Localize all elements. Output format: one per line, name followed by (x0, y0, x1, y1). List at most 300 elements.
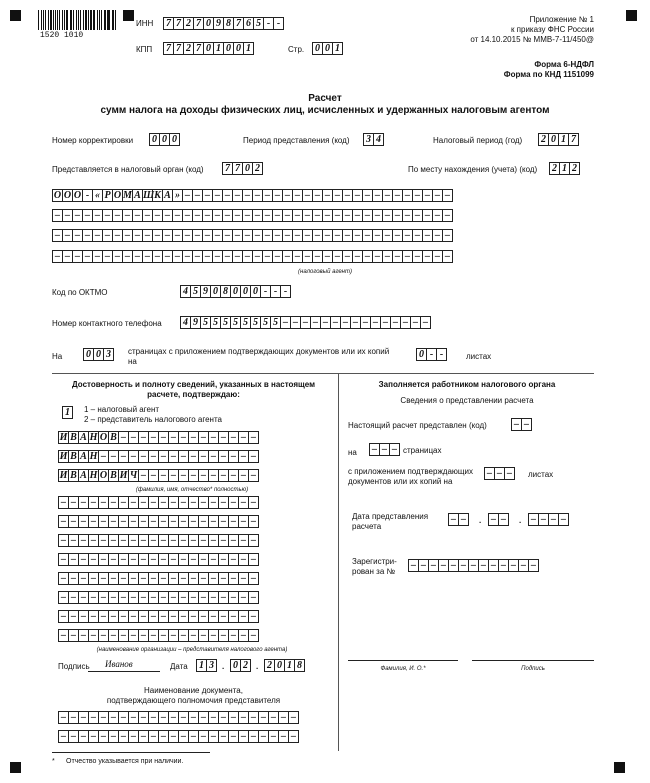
char-cell[interactable]: – (108, 553, 119, 566)
char-cell[interactable]: – (148, 431, 159, 444)
char-cell[interactable]: – (292, 189, 303, 202)
char-cell[interactable]: – (168, 629, 179, 642)
char-cell[interactable]: 0 (233, 42, 244, 55)
char-cell[interactable]: – (322, 250, 333, 263)
char-cell[interactable]: – (232, 229, 243, 242)
char-cell[interactable]: – (218, 431, 229, 444)
char-cell[interactable]: – (379, 443, 390, 456)
tax-organ-cells[interactable] (222, 162, 262, 175)
char-cell[interactable]: – (158, 572, 169, 585)
char-cell[interactable]: – (62, 209, 73, 222)
char-cell[interactable]: – (370, 316, 381, 329)
char-cell[interactable]: – (192, 209, 203, 222)
char-cell[interactable]: – (228, 711, 239, 724)
char-cell[interactable]: – (178, 515, 189, 528)
char-cell[interactable]: – (188, 450, 199, 463)
char-cell[interactable]: – (282, 209, 293, 222)
char-cell[interactable]: – (138, 534, 149, 547)
char-cell[interactable]: – (78, 610, 89, 623)
char-cell[interactable]: – (188, 591, 199, 604)
char-cell[interactable]: 2 (538, 133, 549, 146)
char-cell[interactable]: – (108, 591, 119, 604)
char-cell[interactable]: – (248, 572, 259, 585)
char-cell[interactable]: – (320, 316, 331, 329)
char-cell[interactable]: – (178, 469, 189, 482)
char-cell[interactable]: – (218, 572, 229, 585)
char-cell[interactable]: А (78, 431, 89, 444)
char-cell[interactable]: – (242, 209, 253, 222)
char-cell[interactable]: 0 (230, 285, 241, 298)
char-cell[interactable]: 7 (222, 162, 233, 175)
char-cell[interactable]: - (436, 348, 447, 361)
char-cell[interactable]: – (108, 515, 119, 528)
char-cell[interactable]: 1 (284, 659, 295, 672)
char-cell[interactable]: – (128, 553, 139, 566)
char-cell[interactable]: – (72, 209, 83, 222)
char-cell[interactable]: – (68, 496, 79, 509)
org-row-8[interactable] (58, 629, 258, 642)
char-cell[interactable]: 7 (173, 42, 184, 55)
char-cell[interactable]: – (158, 534, 169, 547)
char-cell[interactable]: – (132, 229, 143, 242)
patronymic-row[interactable] (58, 469, 258, 482)
period-cells[interactable] (363, 133, 383, 146)
char-cell[interactable]: – (78, 591, 89, 604)
char-cell[interactable]: – (108, 572, 119, 585)
char-cell[interactable]: – (198, 711, 209, 724)
char-cell[interactable]: – (258, 730, 269, 743)
char-cell[interactable]: – (258, 711, 269, 724)
char-cell[interactable]: – (98, 730, 109, 743)
char-cell[interactable]: – (182, 250, 193, 263)
char-cell[interactable]: 0 (223, 42, 234, 55)
signer-code-cell[interactable] (62, 406, 72, 419)
char-cell[interactable]: – (82, 250, 93, 263)
char-cell[interactable]: О (63, 190, 72, 201)
char-cell[interactable]: – (372, 250, 383, 263)
char-cell[interactable]: – (138, 730, 149, 743)
char-cell[interactable]: – (248, 591, 259, 604)
char-cell[interactable]: – (448, 559, 459, 572)
char-cell[interactable]: – (128, 610, 139, 623)
char-cell[interactable]: – (238, 591, 249, 604)
char-cell[interactable]: – (292, 209, 303, 222)
char-cell[interactable]: – (138, 572, 149, 585)
char-cell[interactable]: 9 (200, 285, 211, 298)
char-cell[interactable]: 7 (193, 17, 204, 30)
tax-pages-cells[interactable] (369, 443, 399, 456)
char-cell[interactable]: – (342, 229, 353, 242)
char-cell[interactable]: – (98, 534, 109, 547)
char-cell[interactable]: – (418, 559, 429, 572)
char-cell[interactable]: 1 (196, 659, 207, 672)
char-cell[interactable]: 9 (213, 17, 224, 30)
char-cell[interactable]: – (68, 591, 79, 604)
char-cell[interactable]: - (82, 189, 93, 202)
char-cell[interactable]: – (118, 553, 129, 566)
char-cell[interactable]: 0 (159, 133, 170, 146)
char-cell[interactable]: – (282, 189, 293, 202)
agent-name-row-3[interactable] (52, 229, 452, 242)
char-cell[interactable]: – (511, 418, 522, 431)
char-cell[interactable]: - (260, 285, 271, 298)
char-cell[interactable]: – (68, 629, 79, 642)
char-cell[interactable]: – (68, 515, 79, 528)
char-cell[interactable]: 5 (270, 316, 281, 329)
char-cell[interactable]: – (238, 572, 249, 585)
char-cell[interactable]: – (178, 711, 189, 724)
char-cell[interactable]: 5 (230, 316, 241, 329)
char-cell[interactable]: – (128, 711, 139, 724)
char-cell[interactable]: – (202, 229, 213, 242)
org-row-6[interactable] (58, 591, 258, 604)
char-cell[interactable]: – (218, 469, 229, 482)
char-cell[interactable]: – (208, 610, 219, 623)
char-cell[interactable]: – (162, 229, 173, 242)
char-cell[interactable]: – (158, 711, 169, 724)
char-cell[interactable]: – (88, 711, 99, 724)
char-cell[interactable]: – (208, 534, 219, 547)
char-cell[interactable]: – (218, 610, 229, 623)
char-cell[interactable]: – (188, 610, 199, 623)
doc-row-1[interactable] (58, 711, 298, 724)
char-cell[interactable]: – (248, 431, 259, 444)
correction-cells[interactable] (149, 133, 179, 146)
char-cell[interactable]: – (228, 629, 239, 642)
char-cell[interactable]: – (72, 229, 83, 242)
char-cell[interactable]: – (352, 209, 363, 222)
char-cell[interactable]: 0 (242, 162, 253, 175)
char-cell[interactable]: – (178, 553, 189, 566)
char-cell[interactable]: – (198, 534, 209, 547)
char-cell[interactable]: 0 (93, 348, 104, 361)
char-cell[interactable]: – (98, 711, 109, 724)
char-cell[interactable]: – (118, 711, 129, 724)
char-cell[interactable]: – (158, 553, 169, 566)
char-cell[interactable]: – (198, 629, 209, 642)
char-cell[interactable]: – (310, 316, 321, 329)
char-cell[interactable]: « (92, 189, 103, 202)
char-cell[interactable]: – (148, 515, 159, 528)
char-cell[interactable]: – (218, 534, 229, 547)
char-cell[interactable]: – (302, 189, 313, 202)
char-cell[interactable]: – (178, 610, 189, 623)
char-cell[interactable]: О (113, 190, 122, 201)
char-cell[interactable]: – (350, 316, 361, 329)
char-cell[interactable]: – (272, 250, 283, 263)
char-cell[interactable]: – (238, 629, 249, 642)
char-cell[interactable]: 0 (250, 285, 261, 298)
char-cell[interactable]: – (528, 513, 539, 526)
char-cell[interactable]: – (188, 534, 199, 547)
char-cell[interactable]: – (442, 209, 453, 222)
char-cell[interactable]: – (262, 189, 273, 202)
char-cell[interactable]: – (162, 250, 173, 263)
char-cell[interactable]: – (402, 209, 413, 222)
char-cell[interactable]: – (138, 553, 149, 566)
char-cell[interactable]: – (380, 316, 391, 329)
char-cell[interactable]: – (312, 189, 323, 202)
char-cell[interactable]: – (222, 189, 233, 202)
char-cell[interactable]: Н (89, 470, 98, 481)
char-cell[interactable]: – (82, 229, 93, 242)
char-cell[interactable]: – (52, 209, 63, 222)
char-cell[interactable]: - (426, 348, 437, 361)
char-cell[interactable]: – (198, 515, 209, 528)
char-cell[interactable]: – (212, 229, 223, 242)
char-cell[interactable]: 2 (252, 162, 263, 175)
char-cell[interactable]: – (228, 730, 239, 743)
char-cell[interactable]: – (182, 209, 193, 222)
char-cell[interactable]: – (198, 591, 209, 604)
char-cell[interactable]: О (99, 470, 108, 481)
char-cell[interactable]: 5 (250, 316, 261, 329)
char-cell[interactable]: – (382, 229, 393, 242)
char-cell[interactable]: – (272, 209, 283, 222)
attach-cells[interactable] (416, 348, 446, 361)
char-cell[interactable]: – (122, 209, 133, 222)
char-cell[interactable]: – (158, 515, 169, 528)
char-cell[interactable]: – (122, 229, 133, 242)
char-cell[interactable]: – (178, 534, 189, 547)
char-cell[interactable]: Н (89, 432, 98, 443)
char-cell[interactable]: 3 (103, 348, 114, 361)
char-cell[interactable]: – (300, 316, 311, 329)
char-cell[interactable]: – (422, 229, 433, 242)
char-cell[interactable]: – (98, 553, 109, 566)
char-cell[interactable]: – (118, 450, 129, 463)
char-cell[interactable]: А (132, 189, 143, 202)
char-cell[interactable]: 7 (193, 42, 204, 55)
char-cell[interactable]: – (188, 572, 199, 585)
char-cell[interactable]: – (68, 553, 79, 566)
char-cell[interactable]: – (212, 250, 223, 263)
char-cell[interactable]: – (422, 209, 433, 222)
char-cell[interactable]: – (202, 209, 213, 222)
char-cell[interactable]: – (352, 229, 363, 242)
char-cell[interactable]: – (188, 496, 199, 509)
char-cell[interactable]: – (102, 250, 113, 263)
char-cell[interactable]: – (148, 610, 159, 623)
surname-row[interactable] (58, 431, 258, 444)
char-cell[interactable]: 0 (169, 133, 180, 146)
char-cell[interactable]: Р (102, 189, 113, 202)
char-cell[interactable]: 1 (332, 42, 343, 55)
char-cell[interactable]: Ш (143, 190, 155, 201)
char-cell[interactable]: – (232, 209, 243, 222)
char-cell[interactable]: – (148, 469, 159, 482)
char-cell[interactable]: – (312, 250, 323, 263)
org-row-5[interactable] (58, 572, 258, 585)
date-day-cells[interactable] (196, 659, 216, 672)
char-cell[interactable]: – (202, 250, 213, 263)
char-cell[interactable]: – (98, 450, 109, 463)
char-cell[interactable]: 7 (232, 162, 243, 175)
char-cell[interactable]: – (268, 730, 279, 743)
inn-cells[interactable] (163, 17, 283, 30)
char-cell[interactable]: – (148, 572, 159, 585)
char-cell[interactable]: – (228, 469, 239, 482)
char-cell[interactable]: – (118, 730, 129, 743)
char-cell[interactable]: – (88, 534, 99, 547)
org-row-7[interactable] (58, 610, 258, 623)
char-cell[interactable]: – (238, 730, 249, 743)
char-cell[interactable]: – (228, 553, 239, 566)
char-cell[interactable]: – (252, 250, 263, 263)
date-month-cells[interactable] (230, 659, 250, 672)
char-cell[interactable]: – (78, 553, 89, 566)
char-cell[interactable]: – (432, 229, 443, 242)
char-cell[interactable]: 2 (549, 162, 560, 175)
char-cell[interactable]: 4 (180, 285, 191, 298)
char-cell[interactable]: – (252, 189, 263, 202)
char-cell[interactable]: – (238, 515, 249, 528)
char-cell[interactable]: – (128, 450, 139, 463)
char-cell[interactable]: – (302, 209, 313, 222)
char-cell[interactable]: 1 (243, 42, 254, 55)
char-cell[interactable]: – (168, 591, 179, 604)
char-cell[interactable]: – (102, 229, 113, 242)
char-cell[interactable]: – (118, 431, 129, 444)
char-cell[interactable]: М (123, 190, 132, 201)
char-cell[interactable]: – (52, 250, 63, 263)
char-cell[interactable]: – (248, 496, 259, 509)
char-cell[interactable]: – (222, 209, 233, 222)
char-cell[interactable]: – (238, 553, 249, 566)
char-cell[interactable]: О (99, 432, 108, 443)
char-cell[interactable]: – (188, 431, 199, 444)
char-cell[interactable]: – (78, 534, 89, 547)
char-cell[interactable]: – (272, 189, 283, 202)
char-cell[interactable]: 7 (568, 133, 579, 146)
char-cell[interactable]: – (138, 629, 149, 642)
char-cell[interactable]: – (118, 629, 129, 642)
char-cell[interactable]: – (148, 730, 159, 743)
kpp-cells[interactable] (163, 42, 253, 55)
tax-code-cells[interactable] (511, 418, 531, 431)
char-cell[interactable]: - (270, 285, 281, 298)
char-cell[interactable]: – (312, 229, 323, 242)
char-cell[interactable]: – (148, 591, 159, 604)
char-cell[interactable]: – (478, 559, 489, 572)
char-cell[interactable]: – (392, 209, 403, 222)
char-cell[interactable]: – (192, 189, 203, 202)
char-cell[interactable]: – (108, 496, 119, 509)
char-cell[interactable]: – (448, 513, 459, 526)
char-cell[interactable]: – (208, 515, 219, 528)
char-cell[interactable]: – (178, 431, 189, 444)
char-cell[interactable]: – (158, 496, 169, 509)
char-cell[interactable]: 7 (163, 42, 174, 55)
char-cell[interactable]: 7 (173, 17, 184, 30)
char-cell[interactable]: – (208, 496, 219, 509)
char-cell[interactable]: – (58, 515, 69, 528)
name-row[interactable] (58, 450, 258, 463)
char-cell[interactable]: 4 (180, 316, 191, 329)
char-cell[interactable]: – (218, 591, 229, 604)
char-cell[interactable]: – (458, 513, 469, 526)
char-cell[interactable]: – (238, 496, 249, 509)
char-cell[interactable]: – (58, 591, 69, 604)
tax-date-day[interactable] (448, 513, 468, 526)
char-cell[interactable]: – (108, 629, 119, 642)
char-cell[interactable]: – (198, 450, 209, 463)
tax-period-cells[interactable] (538, 133, 578, 146)
char-cell[interactable]: – (172, 229, 183, 242)
char-cell[interactable]: – (128, 496, 139, 509)
char-cell[interactable]: – (72, 250, 83, 263)
char-cell[interactable]: – (58, 572, 69, 585)
char-cell[interactable]: – (402, 229, 413, 242)
tax-date-year[interactable] (528, 513, 568, 526)
char-cell[interactable]: 2 (569, 162, 580, 175)
char-cell[interactable]: – (98, 515, 109, 528)
char-cell[interactable]: – (98, 591, 109, 604)
char-cell[interactable]: – (238, 534, 249, 547)
char-cell[interactable]: – (238, 450, 249, 463)
char-cell[interactable]: – (92, 209, 103, 222)
char-cell[interactable]: 5 (260, 316, 271, 329)
char-cell[interactable]: – (92, 229, 103, 242)
char-cell[interactable]: – (128, 730, 139, 743)
char-cell[interactable]: – (138, 450, 149, 463)
char-cell[interactable]: – (152, 250, 163, 263)
char-cell[interactable]: – (238, 431, 249, 444)
char-cell[interactable]: – (218, 629, 229, 642)
char-cell[interactable]: – (420, 316, 431, 329)
char-cell[interactable]: – (168, 534, 179, 547)
char-cell[interactable]: – (198, 730, 209, 743)
char-cell[interactable]: – (88, 730, 99, 743)
char-cell[interactable]: 2 (183, 17, 194, 30)
char-cell[interactable]: – (118, 515, 129, 528)
char-cell[interactable]: 8 (220, 285, 231, 298)
char-cell[interactable]: – (212, 189, 223, 202)
char-cell[interactable]: – (88, 591, 99, 604)
char-cell[interactable]: – (228, 572, 239, 585)
char-cell[interactable]: – (108, 450, 119, 463)
char-cell[interactable]: – (58, 534, 69, 547)
char-cell[interactable]: – (432, 189, 443, 202)
tax-attach-cells[interactable] (484, 467, 514, 480)
char-cell[interactable]: – (118, 572, 129, 585)
char-cell[interactable]: – (432, 209, 443, 222)
char-cell[interactable]: – (548, 513, 559, 526)
char-cell[interactable]: Н (89, 451, 98, 462)
char-cell[interactable]: – (198, 431, 209, 444)
char-cell[interactable]: – (232, 250, 243, 263)
char-cell[interactable]: В (68, 469, 79, 482)
char-cell[interactable]: – (322, 209, 333, 222)
char-cell[interactable]: О (53, 190, 62, 201)
char-cell[interactable]: – (432, 250, 443, 263)
char-cell[interactable]: – (148, 450, 159, 463)
char-cell[interactable]: – (192, 250, 203, 263)
char-cell[interactable]: – (382, 250, 393, 263)
char-cell[interactable]: – (362, 229, 373, 242)
char-cell[interactable]: – (152, 209, 163, 222)
char-cell[interactable]: – (272, 229, 283, 242)
char-cell[interactable]: – (228, 431, 239, 444)
char-cell[interactable]: – (58, 553, 69, 566)
char-cell[interactable]: 0 (312, 42, 323, 55)
char-cell[interactable]: – (408, 559, 419, 572)
char-cell[interactable]: 0 (210, 285, 221, 298)
char-cell[interactable]: – (62, 250, 73, 263)
char-cell[interactable]: – (330, 316, 341, 329)
char-cell[interactable]: И (59, 451, 68, 462)
char-cell[interactable]: 1 (213, 42, 224, 55)
